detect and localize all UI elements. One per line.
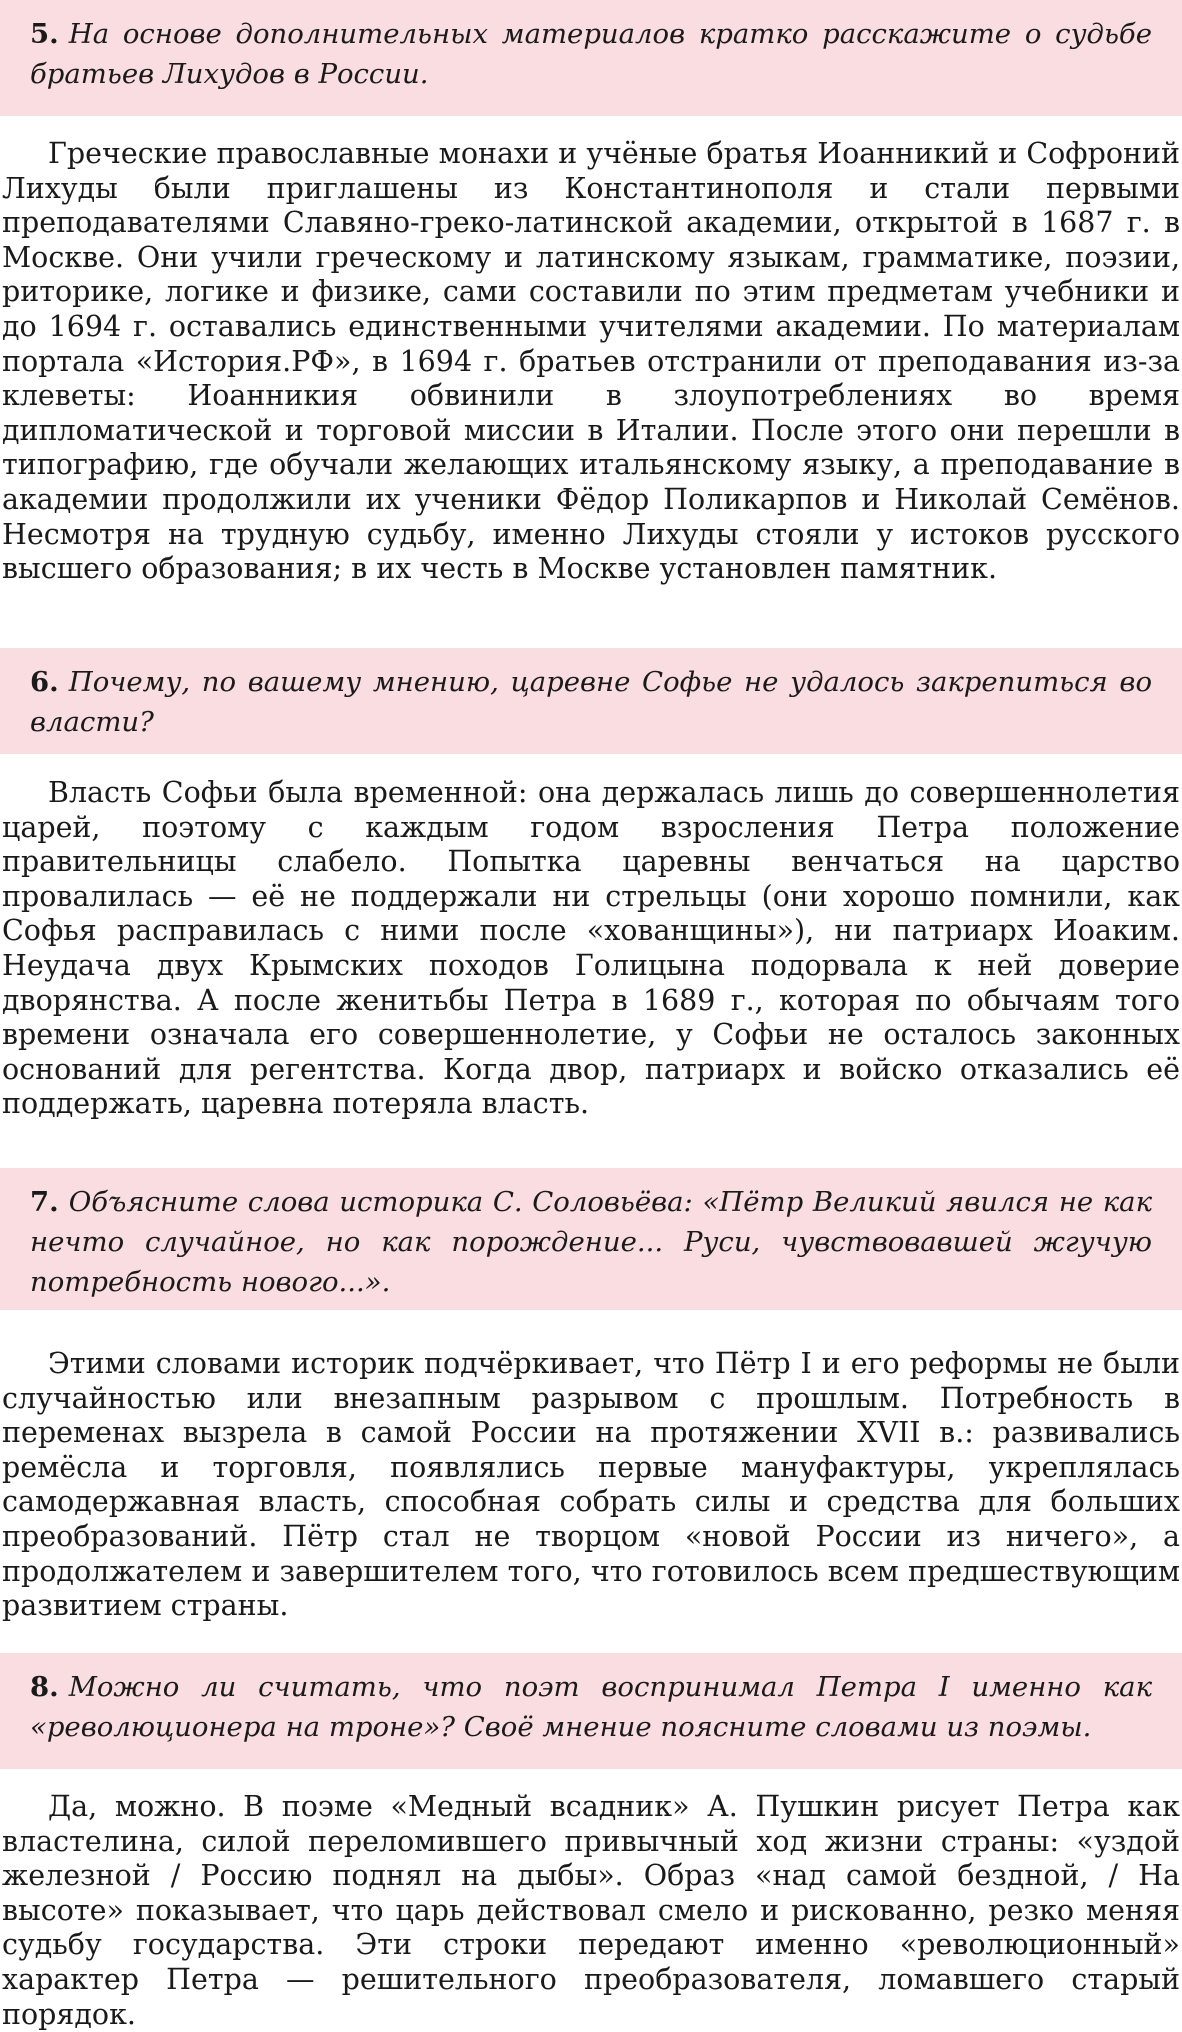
answer-6: Власть Софьи была временной: она держалась лишь до совершеннолетия царей, поэтому с каждым годом взросления Петра положение правительницы слабело. Попытка царевны венчаться на царство провалилась — её не поддержали ни стрельцы (они хорошо помнили, как Софья расправилась с ними после «хованщины»), ни патриарх Иоаким. Неудача двух Крымских походов Голицына подорвала к ней доверие дворянства. А после женитьбы Петра в 1689 г., которая по обычаям того времени означала его совершеннолетие, у Софьи не осталось законных оснований для регентства. Когда двор, патриарх и войско отказались её поддержать, царевна потеряла власть. — [2, 776, 1180, 1121]
question-text: Почему, по вашему мнению, царевне Софье не удалось закрепиться во власти? — [30, 666, 1152, 738]
answer-5: Греческие православные монахи и учёные братья Иоанникий и Софроний Лихуды были приглашены из Константинополя и стали первыми преподавателями Славяно-греко-латинской академии, открытой в 1687 г. в Москве. Они учили греческому и латинскому языкам, грамматике, поэзии, риторике, логике и физике, сами составили по этим предметам учебники и до 1694 г. оставались единственными учителями академии. По материалам портала «История.РФ», в 1694 г. братьев отстранили от преподавания из-за клеветы: Иоанникия обвинили в злоупотреблениях во время дипломатической и торговой миссии в Италии. После этого они перешли в типографию, где обучали желающих итальянскому языку, а преподавание в академии продолжили их ученики Фёдор Поликарпов и Николай Семёнов. Несмотря на трудную судьбу, именно Лихуды стояли у истоков русского высшего образования; в их честь в Москве установлен памятник. — [2, 137, 1180, 586]
question-text: На основе дополнительных материалов кратко расскажите о судьбе братьев Лихудов в России. — [30, 18, 1152, 90]
answer-7: Этими словами историк подчёркивает, что Пётр I и его реформы не были случайностью или внезапным разрывом с прошлым. Потребность в переменах вызрела в самой России на протяжении XVII в.: развивались ремёсла и торговля, появлялись первые мануфактуры, укреплялась самодержавная власть, способная собрать силы и средства для больших преобразований. Пётр стал не творцом «новой России из ничего», а продолжателем и завершителем того, что готовилось всем предшествующим развитием страны. — [2, 1347, 1180, 1623]
question-number: 7. — [30, 1186, 59, 1218]
question-5 — [0, 0, 1182, 116]
question-number: 8. — [30, 1671, 59, 1703]
question-number: 6. — [30, 666, 59, 698]
question-text: Можно ли считать, что поэт воспринимал Петра I именно как «революционера на троне»? Своё мнение поясните словами из поэмы. — [30, 1671, 1152, 1743]
question-8 — [0, 1653, 1182, 1769]
question-number: 5. — [30, 18, 59, 50]
question-6 — [0, 648, 1182, 754]
answer-8: Да, можно. В поэме «Медный всадник» А. Пушкин рисует Петра как властелина, силой переломившего привычный ход жизни страны: «уздой железной / Россию поднял на дыбы». Образ «над самой бездной, / На высоте» показывает, что царь действовал смело и рискованно, резко меняя судьбу государства. Эти строки передают именно «революционный» характер Петра — решительного преобразователя, ломавшего старый порядок. — [2, 1790, 1180, 2031]
question-text: Объясните слова историка С. Соловьёва: «Пётр Великий явился не как нечто случайное, но как порождение... Руси, чувствовавшей жгучую потребность нового...». — [30, 1186, 1152, 1298]
question-7 — [0, 1168, 1182, 1310]
